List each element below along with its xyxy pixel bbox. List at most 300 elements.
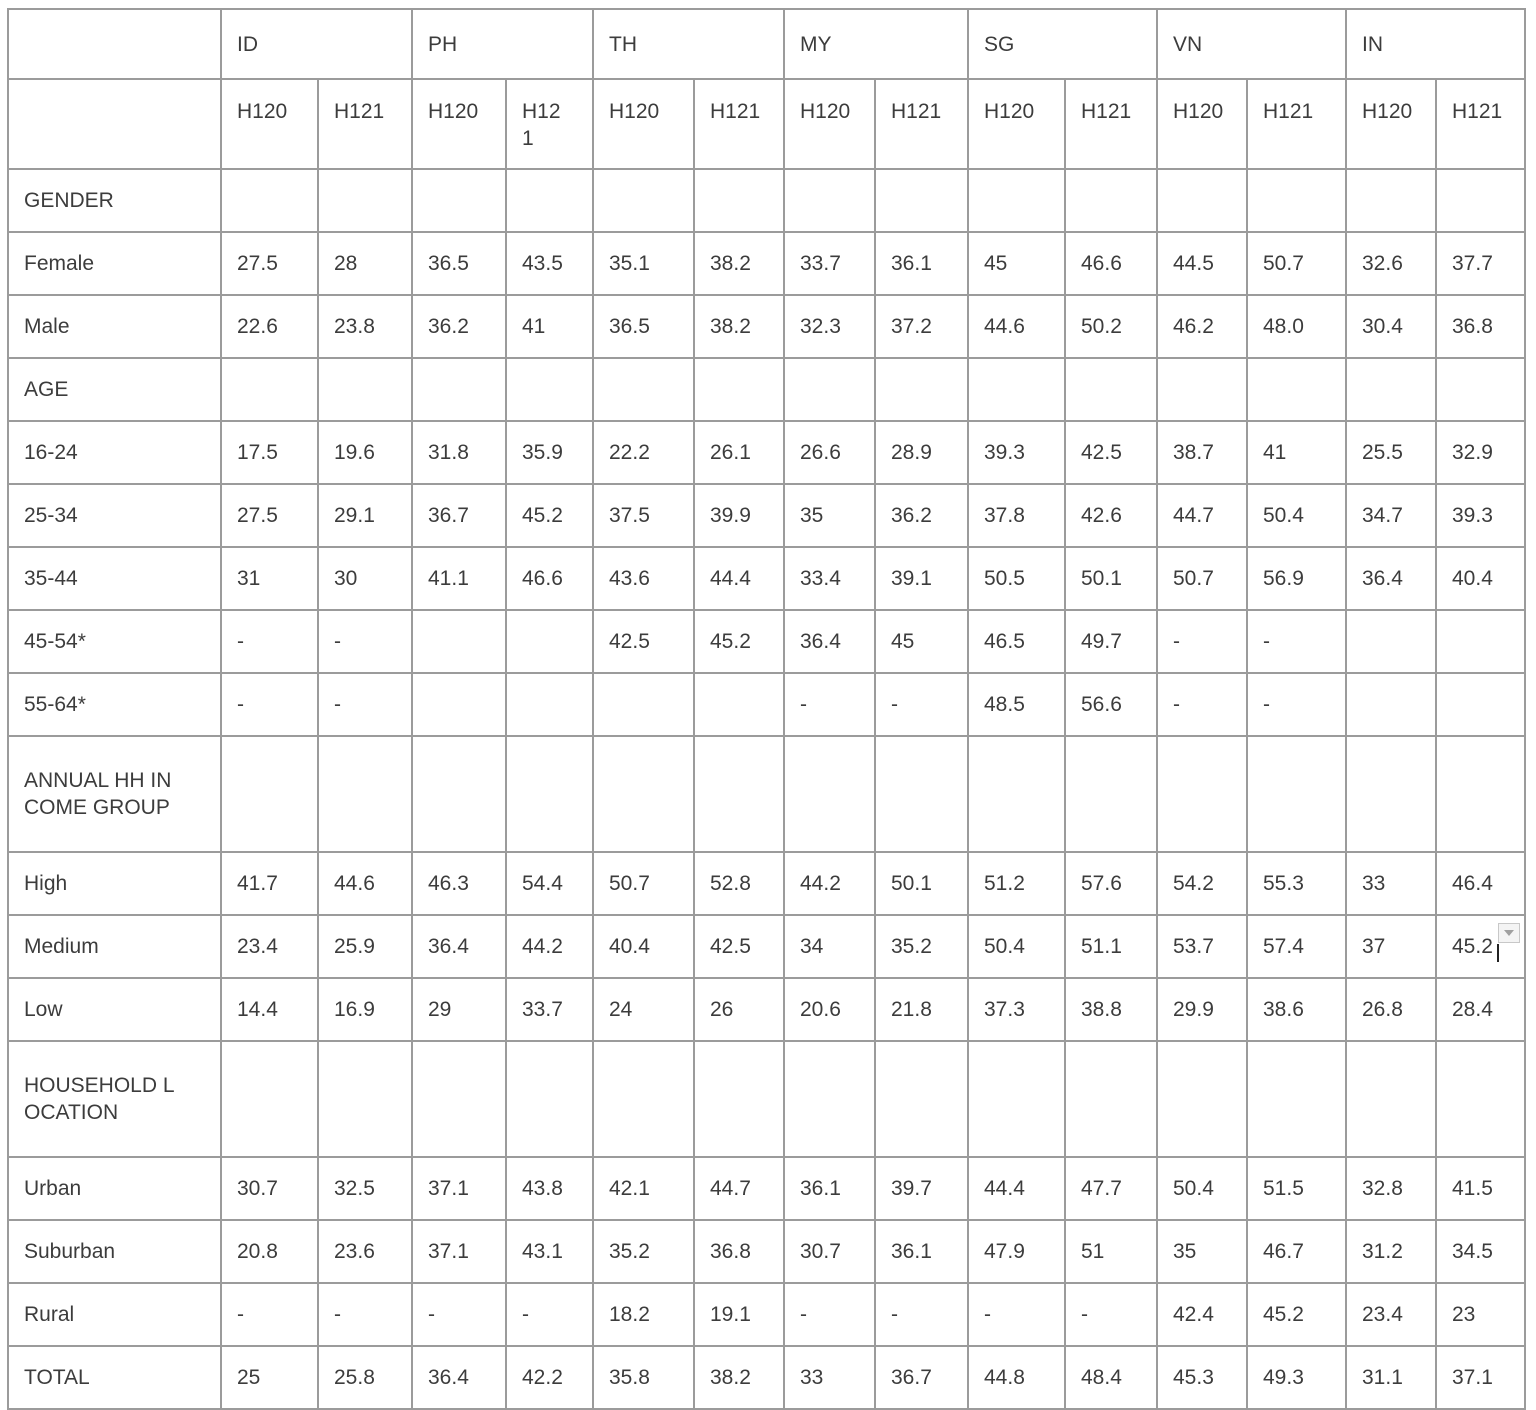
value-cell: -	[221, 673, 318, 736]
value-cell: 45	[875, 610, 968, 673]
value-cell: 36.5	[593, 295, 694, 358]
value-cell: 32.9	[1436, 421, 1525, 484]
value-cell: 46.4	[1436, 852, 1525, 915]
value-cell: 36.8	[1436, 295, 1525, 358]
value-cell: 35.8	[593, 1346, 694, 1409]
value-cell: 35	[784, 484, 875, 547]
row-label: High	[8, 852, 221, 915]
value-cell: 20.6	[784, 978, 875, 1041]
value-cell	[784, 358, 875, 421]
value-cell: 30.7	[221, 1157, 318, 1220]
row-label: TOTAL	[8, 1346, 221, 1409]
value-cell: 46.6	[506, 547, 593, 610]
value-cell: 32.3	[784, 295, 875, 358]
value-cell: 30	[318, 547, 412, 610]
value-cell: 29	[412, 978, 506, 1041]
value-cell: 38.6	[1247, 978, 1346, 1041]
value-cell	[1436, 1041, 1525, 1157]
value-cell	[1157, 358, 1247, 421]
value-cell: 16.9	[318, 978, 412, 1041]
period-header: H121	[1065, 79, 1157, 169]
value-cell: 34.5	[1436, 1220, 1525, 1283]
value-cell: 37.2	[875, 295, 968, 358]
value-cell: 43.5	[506, 232, 593, 295]
corner-cell	[8, 9, 221, 79]
value-cell: 26.8	[1346, 978, 1436, 1041]
value-cell: 31.1	[1346, 1346, 1436, 1409]
value-cell	[412, 736, 506, 852]
value-cell	[875, 358, 968, 421]
value-cell: -	[506, 1283, 593, 1346]
period-header: H121	[318, 79, 412, 169]
period-header: H120	[221, 79, 318, 169]
value-cell: 36.8	[694, 1220, 784, 1283]
value-cell	[694, 169, 784, 232]
value-cell: 44.5	[1157, 232, 1247, 295]
value-cell: 29.9	[1157, 978, 1247, 1041]
value-cell	[694, 673, 784, 736]
country-header: TH	[593, 9, 784, 79]
value-cell	[875, 736, 968, 852]
value-cell: 36.1	[875, 1220, 968, 1283]
value-cell	[412, 358, 506, 421]
value-cell	[968, 169, 1065, 232]
value-cell: 36.7	[412, 484, 506, 547]
value-cell: 25.8	[318, 1346, 412, 1409]
row-label: Low	[8, 978, 221, 1041]
value-cell	[1247, 169, 1346, 232]
value-cell: -	[784, 1283, 875, 1346]
value-cell: 38.2	[694, 232, 784, 295]
value-cell: 36.1	[784, 1157, 875, 1220]
value-cell	[221, 1041, 318, 1157]
value-cell: 37	[1346, 915, 1436, 978]
period-header: H121	[875, 79, 968, 169]
value-cell: 46.5	[968, 610, 1065, 673]
value-cell: 47.7	[1065, 1157, 1157, 1220]
value-cell	[593, 169, 694, 232]
value-cell: 31.8	[412, 421, 506, 484]
value-cell: 50.4	[1157, 1157, 1247, 1220]
value-cell	[318, 736, 412, 852]
value-cell: 28	[318, 232, 412, 295]
value-cell: 42.5	[1065, 421, 1157, 484]
value-cell: 42.2	[506, 1346, 593, 1409]
value-cell: 23.6	[318, 1220, 412, 1283]
value-cell: 48.0	[1247, 295, 1346, 358]
value-cell: 45.3	[1157, 1346, 1247, 1409]
value-cell: 41.1	[412, 547, 506, 610]
value-cell: 51.5	[1247, 1157, 1346, 1220]
value-cell: 34.7	[1346, 484, 1436, 547]
country-header: MY	[784, 9, 968, 79]
value-cell	[1436, 358, 1525, 421]
value-cell: 42.4	[1157, 1283, 1247, 1346]
value-cell: 49.7	[1065, 610, 1157, 673]
row-label: 35-44	[8, 547, 221, 610]
value-cell: 33	[1346, 852, 1436, 915]
country-header: ID	[221, 9, 412, 79]
value-cell: 36.2	[875, 484, 968, 547]
row-label: Suburban	[8, 1220, 221, 1283]
value-cell: 50.2	[1065, 295, 1157, 358]
value-cell: 38.8	[1065, 978, 1157, 1041]
value-cell	[1247, 736, 1346, 852]
table-row	[8, 673, 1525, 736]
value-cell: 27.5	[221, 484, 318, 547]
value-cell: 35.2	[875, 915, 968, 978]
value-cell	[506, 673, 593, 736]
value-cell: 36.4	[412, 1346, 506, 1409]
period-header: H12 1	[506, 79, 593, 169]
value-cell: 48.4	[1065, 1346, 1157, 1409]
value-cell	[593, 358, 694, 421]
value-cell: 44.6	[318, 852, 412, 915]
value-cell	[1346, 169, 1436, 232]
value-cell: 53.7	[1157, 915, 1247, 978]
value-cell: 32.6	[1346, 232, 1436, 295]
value-cell: 45.2	[694, 610, 784, 673]
value-cell: 50.7	[1157, 547, 1247, 610]
row-label: 16-24	[8, 421, 221, 484]
value-cell: 35.1	[593, 232, 694, 295]
value-cell: 50.5	[968, 547, 1065, 610]
value-cell: 36.4	[412, 915, 506, 978]
value-cell	[784, 736, 875, 852]
value-cell: 23	[1436, 1283, 1525, 1346]
value-cell: 36.1	[875, 232, 968, 295]
value-cell: 25	[221, 1346, 318, 1409]
value-cell	[1157, 169, 1247, 232]
table-row	[8, 915, 1525, 978]
table-row	[8, 1283, 1525, 1346]
value-cell: 37.8	[968, 484, 1065, 547]
value-cell: 45.2	[1436, 915, 1525, 978]
table-row	[8, 484, 1525, 547]
value-cell	[1157, 736, 1247, 852]
value-cell: 18.2	[593, 1283, 694, 1346]
text-cursor	[1497, 944, 1499, 962]
value-cell: 35	[1157, 1220, 1247, 1283]
value-cell	[318, 358, 412, 421]
value-cell	[412, 610, 506, 673]
value-cell: 51.1	[1065, 915, 1157, 978]
value-cell: 50.1	[1065, 547, 1157, 610]
value-cell: 23.8	[318, 295, 412, 358]
value-cell: 44.6	[968, 295, 1065, 358]
value-cell: 29.1	[318, 484, 412, 547]
value-cell: -	[221, 610, 318, 673]
table-row	[8, 1346, 1525, 1409]
section-label: GENDER	[8, 169, 221, 232]
value-cell: 28.9	[875, 421, 968, 484]
value-cell	[318, 1041, 412, 1157]
row-label: Rural	[8, 1283, 221, 1346]
value-cell: 36.4	[1346, 547, 1436, 610]
value-cell	[1247, 1041, 1346, 1157]
value-cell: 46.3	[412, 852, 506, 915]
value-cell	[1157, 1041, 1247, 1157]
value-cell	[221, 358, 318, 421]
table-row	[8, 852, 1525, 915]
value-cell: 24	[593, 978, 694, 1041]
value-cell: 14.4	[221, 978, 318, 1041]
table-row	[8, 1157, 1525, 1220]
value-cell	[221, 169, 318, 232]
section-label: ANNUAL HH INCOME GROUP	[8, 736, 221, 852]
section-label: HOUSEHOLD LOCATION	[8, 1041, 221, 1157]
value-cell: 32.8	[1346, 1157, 1436, 1220]
value-cell: 33	[784, 1346, 875, 1409]
value-cell: 44.2	[506, 915, 593, 978]
row-label: 25-34	[8, 484, 221, 547]
value-cell: 40.4	[1436, 547, 1525, 610]
value-cell: -	[875, 673, 968, 736]
value-cell: 45.2	[1247, 1283, 1346, 1346]
value-cell: 45.2	[506, 484, 593, 547]
value-cell: 36.5	[412, 232, 506, 295]
row-label: Medium	[8, 915, 221, 978]
value-cell	[1436, 736, 1525, 852]
value-cell: 44.7	[1157, 484, 1247, 547]
value-cell: 36.7	[875, 1346, 968, 1409]
value-cell: -	[412, 1283, 506, 1346]
value-cell: 36.2	[412, 295, 506, 358]
table-row	[8, 547, 1525, 610]
value-cell: 23.4	[1346, 1283, 1436, 1346]
value-cell: 50.4	[968, 915, 1065, 978]
value-cell: 31	[221, 547, 318, 610]
section-row	[8, 1041, 1525, 1157]
value-cell	[1436, 169, 1525, 232]
value-cell: 50.1	[875, 852, 968, 915]
value-cell: 38.2	[694, 1346, 784, 1409]
value-cell: 49.3	[1247, 1346, 1346, 1409]
value-cell	[1065, 1041, 1157, 1157]
value-cell: 43.6	[593, 547, 694, 610]
value-cell: -	[1157, 673, 1247, 736]
row-label: Urban	[8, 1157, 221, 1220]
value-cell	[694, 1041, 784, 1157]
data-table	[7, 8, 1526, 1410]
value-cell: 44.7	[694, 1157, 784, 1220]
value-cell: 50.7	[1247, 232, 1346, 295]
value-cell: 40.4	[593, 915, 694, 978]
table-row	[8, 1220, 1525, 1283]
value-cell	[593, 736, 694, 852]
value-cell: 50.4	[1247, 484, 1346, 547]
value-cell	[875, 169, 968, 232]
period-header: H121	[694, 79, 784, 169]
value-cell: 35.9	[506, 421, 593, 484]
section-row	[8, 358, 1525, 421]
value-cell: 30.4	[1346, 295, 1436, 358]
value-cell	[1065, 736, 1157, 852]
value-cell	[1247, 358, 1346, 421]
value-cell	[968, 736, 1065, 852]
value-cell: 38.2	[694, 295, 784, 358]
value-cell: 25.5	[1346, 421, 1436, 484]
value-cell: 39.3	[1436, 484, 1525, 547]
country-header-row	[8, 9, 1525, 79]
row-label: Male	[8, 295, 221, 358]
value-cell: 20.8	[221, 1220, 318, 1283]
value-cell: 35.2	[593, 1220, 694, 1283]
value-cell: 36.4	[784, 610, 875, 673]
value-cell: 37.5	[593, 484, 694, 547]
value-cell: 19.1	[694, 1283, 784, 1346]
value-cell: 27.5	[221, 232, 318, 295]
value-cell: -	[875, 1283, 968, 1346]
value-cell	[593, 673, 694, 736]
period-header: H120	[784, 79, 875, 169]
section-row	[8, 736, 1525, 852]
value-cell: 41.5	[1436, 1157, 1525, 1220]
value-cell	[968, 1041, 1065, 1157]
value-cell: 56.6	[1065, 673, 1157, 736]
value-cell: 45	[968, 232, 1065, 295]
country-header: VN	[1157, 9, 1346, 79]
table-row	[8, 232, 1525, 295]
value-cell: 43.1	[506, 1220, 593, 1283]
value-cell: 33.4	[784, 547, 875, 610]
value-cell: 39.3	[968, 421, 1065, 484]
value-cell: 42.5	[694, 915, 784, 978]
row-label: 55-64*	[8, 673, 221, 736]
table-row	[8, 295, 1525, 358]
value-cell: 37.1	[412, 1157, 506, 1220]
value-cell	[506, 169, 593, 232]
value-cell: 26.6	[784, 421, 875, 484]
value-cell	[318, 169, 412, 232]
period-header: H120	[1346, 79, 1436, 169]
value-cell: 44.4	[694, 547, 784, 610]
table-row	[8, 610, 1525, 673]
value-cell	[412, 1041, 506, 1157]
value-cell: 22.6	[221, 295, 318, 358]
value-cell	[1436, 610, 1525, 673]
value-cell: 19.6	[318, 421, 412, 484]
value-cell: 38.7	[1157, 421, 1247, 484]
dropdown-arrow-icon[interactable]	[1498, 923, 1520, 943]
period-header: H120	[412, 79, 506, 169]
value-cell	[506, 358, 593, 421]
value-cell	[221, 736, 318, 852]
value-cell: 44.4	[968, 1157, 1065, 1220]
section-label: AGE	[8, 358, 221, 421]
value-cell: 52.8	[694, 852, 784, 915]
value-cell: 57.6	[1065, 852, 1157, 915]
value-cell: 48.5	[968, 673, 1065, 736]
value-cell: -	[221, 1283, 318, 1346]
value-cell: 37.1	[412, 1220, 506, 1283]
value-cell: -	[318, 610, 412, 673]
value-cell: 34	[784, 915, 875, 978]
period-header: H120	[593, 79, 694, 169]
value-cell: 26	[694, 978, 784, 1041]
value-cell: -	[318, 673, 412, 736]
row-label: 45-54*	[8, 610, 221, 673]
value-cell: 32.5	[318, 1157, 412, 1220]
value-cell: -	[784, 673, 875, 736]
value-cell	[593, 1041, 694, 1157]
section-row	[8, 169, 1525, 232]
period-header: H120	[968, 79, 1065, 169]
value-cell	[968, 358, 1065, 421]
period-header: H121	[1436, 79, 1525, 169]
value-cell: 26.1	[694, 421, 784, 484]
value-cell: 56.9	[1247, 547, 1346, 610]
value-cell	[1436, 673, 1525, 736]
period-header: H121	[1247, 79, 1346, 169]
value-cell: 30.7	[784, 1220, 875, 1283]
value-cell: 31.2	[1346, 1220, 1436, 1283]
value-cell	[1346, 736, 1436, 852]
period-header-row	[8, 79, 1525, 169]
value-cell	[1346, 673, 1436, 736]
country-header: IN	[1346, 9, 1525, 79]
value-cell	[1346, 358, 1436, 421]
value-cell: 51.2	[968, 852, 1065, 915]
value-cell: 43.8	[506, 1157, 593, 1220]
value-cell: 39.1	[875, 547, 968, 610]
value-cell: 47.9	[968, 1220, 1065, 1283]
value-cell: 28.4	[1436, 978, 1525, 1041]
row-label: Female	[8, 232, 221, 295]
table-row	[8, 421, 1525, 484]
value-cell: 42.5	[593, 610, 694, 673]
value-cell	[412, 673, 506, 736]
value-cell: 17.5	[221, 421, 318, 484]
value-cell: 44.2	[784, 852, 875, 915]
value-cell: -	[968, 1283, 1065, 1346]
value-cell	[875, 1041, 968, 1157]
value-cell: 23.4	[221, 915, 318, 978]
value-cell	[694, 358, 784, 421]
value-cell	[506, 610, 593, 673]
value-cell: -	[318, 1283, 412, 1346]
value-cell	[506, 736, 593, 852]
country-header: PH	[412, 9, 593, 79]
country-header: SG	[968, 9, 1157, 79]
value-cell: 37.1	[1436, 1346, 1525, 1409]
period-header: H120	[1157, 79, 1247, 169]
value-cell: 41.7	[221, 852, 318, 915]
value-cell: 50.7	[593, 852, 694, 915]
value-cell: -	[1157, 610, 1247, 673]
value-cell: 41	[1247, 421, 1346, 484]
value-cell: 39.9	[694, 484, 784, 547]
value-cell	[1065, 169, 1157, 232]
value-cell: 46.6	[1065, 232, 1157, 295]
value-cell	[1346, 610, 1436, 673]
value-cell: -	[1247, 673, 1346, 736]
value-cell: 42.6	[1065, 484, 1157, 547]
value-cell: 42.1	[593, 1157, 694, 1220]
value-cell	[1065, 358, 1157, 421]
value-cell	[784, 169, 875, 232]
table-row	[8, 978, 1525, 1041]
value-cell: 39.7	[875, 1157, 968, 1220]
value-cell	[412, 169, 506, 232]
value-cell	[1346, 1041, 1436, 1157]
value-cell	[784, 1041, 875, 1157]
value-cell: 55.3	[1247, 852, 1346, 915]
value-cell: -	[1065, 1283, 1157, 1346]
value-cell: -	[1247, 610, 1346, 673]
value-cell: 37.7	[1436, 232, 1525, 295]
value-cell	[694, 736, 784, 852]
